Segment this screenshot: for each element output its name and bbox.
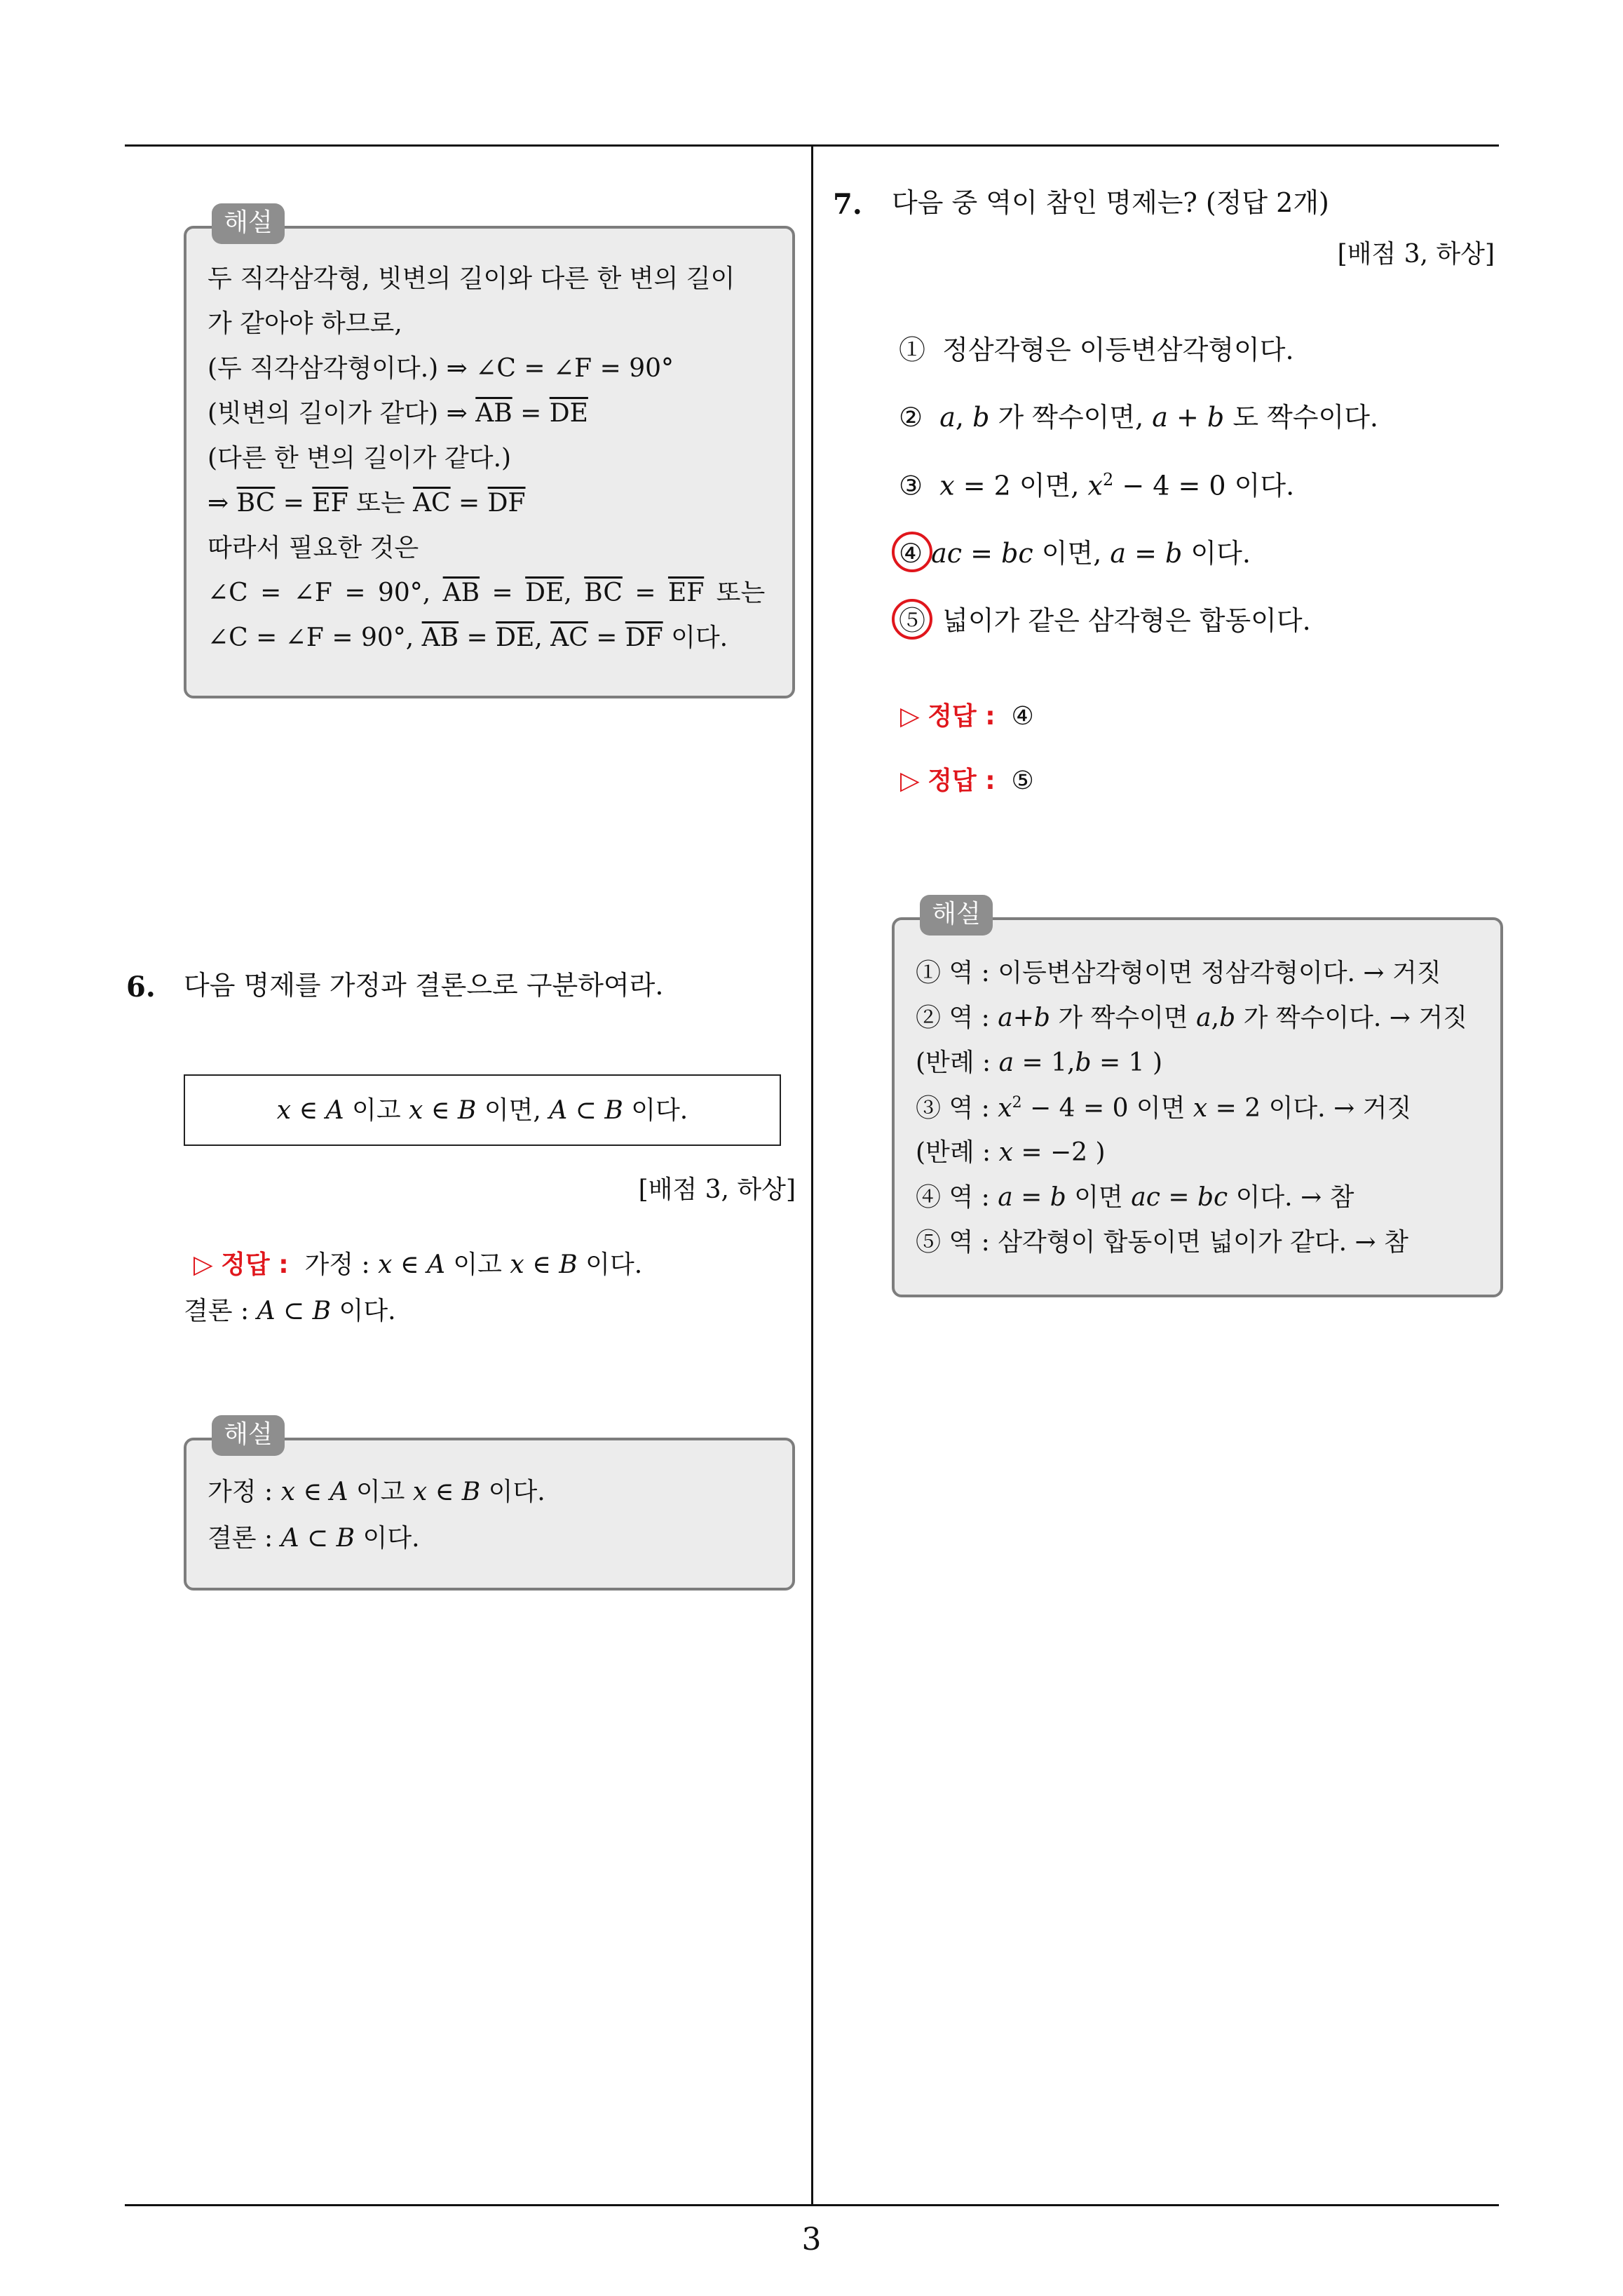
- answer-arrow-icon: ▷: [193, 1250, 213, 1279]
- explanation-label: 해설: [212, 1415, 285, 1456]
- column-divider: [811, 144, 813, 2206]
- explanation-label: 해설: [920, 895, 993, 936]
- option-2: ② a, b 가 짝수이면, a + b 도 짝수이다.: [899, 402, 1379, 433]
- explanation-line: 두 직각삼각형, 빗변의 길이와 다른 한 변의 길이: [208, 264, 735, 293]
- bottom-rule: [125, 2204, 1499, 2206]
- explanation-box-q6: [184, 1438, 795, 1591]
- option-3: ③ x = 2 이면, $x^2 - 4 = 0$ 이다.: [899, 470, 1295, 501]
- explanation-line: 가정 : x ∈ A 이고 x ∈ B 이다.: [208, 1478, 545, 1506]
- answer-circle-5: [892, 599, 932, 640]
- answer-line: [900, 704, 1034, 729]
- explanation-line: 결론 : A ⊂ B 이다.: [208, 1524, 420, 1553]
- explanation-line: (반례 : x = −2 ): [916, 1138, 1106, 1167]
- answer-value: ④: [1011, 702, 1034, 731]
- explanation-line: (반례 : a = 1,b = 1 ): [916, 1048, 1162, 1077]
- explanation-line: ∠C = ∠F = 90°, $\overline{AB} = \overline{DE}$, $\overline{AC} = \overline{DF}$ 이다.: [208, 623, 728, 652]
- option-1: ① 정삼각형은 이등변삼각형이다.: [899, 335, 1294, 365]
- score-label: [배점 3, 하상]: [1337, 240, 1495, 269]
- explanation-line: ② 역 : a+b 가 짝수이면 a,b 가 짝수이다. → 거짓: [916, 1004, 1467, 1032]
- explanation-line: (빗변의 길이가 같다) ⇒ $\overline{AB} = \overline{DE}$: [208, 399, 588, 428]
- answer-line-2: 결론 : A ⊂ B 이다.: [184, 1297, 396, 1325]
- answer-label: 정답 :: [928, 767, 996, 795]
- answer-label: 정답 :: [221, 1250, 289, 1279]
- explanation-line: ⑤ 역 : 삼각형이 합동이면 넓이가 같다. → 참: [916, 1228, 1408, 1257]
- answer-arrow-icon: ▷: [900, 702, 920, 731]
- explanation-label: 해설: [212, 203, 285, 244]
- option-4: ④ ac = bc 이면, a = b 이다.: [899, 538, 1251, 569]
- question-text: 다음 중 역이 참인 명제는? (정답 2개): [892, 187, 1329, 218]
- question-number: 6.: [126, 971, 156, 1004]
- explanation-line: ⇒ $\overline{BC} = \overline{EF}$ 또는 $\overline{AC} = \overline{DF}$: [208, 489, 526, 518]
- explanation-line: ④ 역 : a = b 이면 ac = bc 이다. → 참: [916, 1183, 1354, 1212]
- explanation-line: 가 같아야 하므로,: [208, 309, 402, 338]
- score-label: [배점 3, 하상]: [638, 1175, 796, 1204]
- explanation-line: (두 직각삼각형이다.) ⇒ ∠C = ∠F = 90°: [208, 354, 674, 383]
- answer-label: 정답 :: [928, 702, 996, 731]
- proposition-text: x ∈ A 이고 x ∈ B 이면, A ⊂ B 이다.: [276, 1096, 688, 1125]
- answer-arrow-icon: ▷: [900, 767, 920, 795]
- explanation-line: ③ 역 : $x^2 - 4 = 0$ 이면 x = 2 이다. → 거짓: [916, 1094, 1412, 1123]
- question-text: 다음 명제를 가정과 결론으로 구분하여라.: [184, 970, 664, 1001]
- answer-circle-4: [892, 532, 932, 572]
- answer-value: ⑤: [1011, 767, 1034, 795]
- option-5: ⑤ 넓이가 같은 삼각형은 합동이다.: [899, 605, 1311, 636]
- explanation-line: 따라서 필요한 것은: [208, 534, 419, 562]
- explanation-line: ∠C = ∠F = 90°, $\overline{AB} = \overline{DE}$, $\overline{BC} = \overline{EF}$ 또는: [208, 579, 766, 607]
- explanation-line: (다른 한 변의 길이가 같다.): [208, 444, 512, 473]
- proposition-box: [184, 1074, 781, 1146]
- page-number: 3: [801, 2222, 822, 2257]
- answer-line: [900, 769, 1034, 794]
- explanation-box-q7: [892, 917, 1503, 1297]
- explanation-box-q5: [184, 226, 795, 698]
- answer-line: ▷ 정답 : 가정 : x ∈ A 이고 x ∈ B 이다.: [193, 1250, 643, 1279]
- explanation-line: ① 역 : 이등변삼각형이면 정삼각형이다. → 거짓: [916, 959, 1441, 987]
- question-number: 7.: [833, 188, 862, 221]
